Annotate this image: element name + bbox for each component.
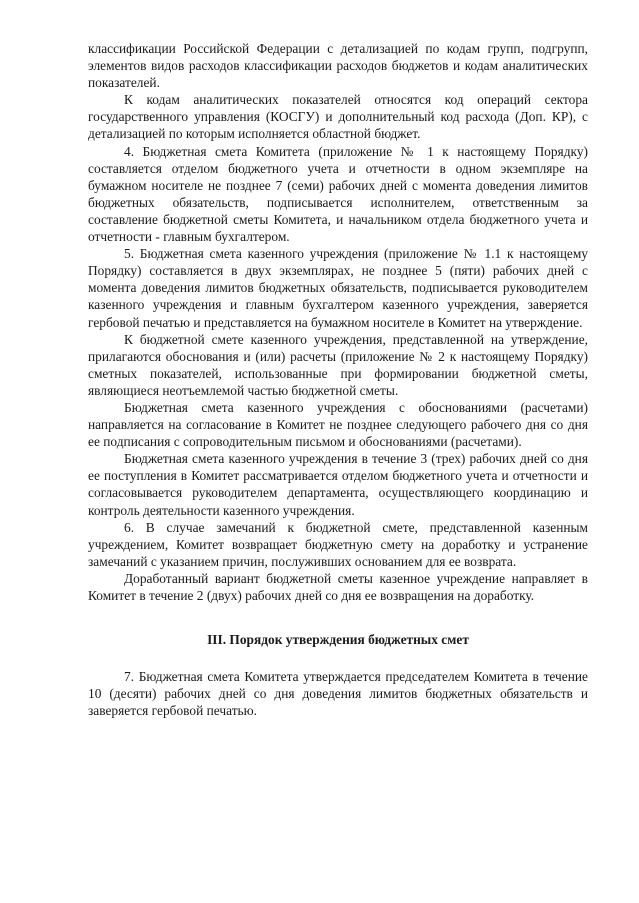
paragraph-review-period: Бюджетная смета казенного учреждения в течение 3 (трех) рабочих дней со дня ее поступления в Комитет рассматривается отделом бюджетного учета и отчетности и согласовывается руководителем департамента, осуществляющего координацию и контроль деятельности казенного учреждения. [88,451,588,518]
paragraph-revision: Доработанный вариант бюджетной сметы казенное учреждение направляет в Комитет в течение 2 (двух) рабочих дней со дня ее возвращения на доработку. [88,570,588,603]
section-title: III. Порядок утверждения бюджетных смет [207,632,469,648]
paragraph-item-5: 5. Бюджетная смета казенного учреждения (приложение № 1.1 к настоящему Порядку) составляется в двух экземплярах, не позднее 5 (пяти) рабочих дней с момента доведения лимитов бюджетных обязательств, подписывается руководителем казенного учреждения и главным бухгалтером казенного учреждения, заверяется гербовой печатью и представляется на бумажном носителе в Комитет на утверждение. [88,246,588,330]
paragraph-item-4: 4. Бюджетная смета Комитета (приложение № 1 к настоящему Порядку) составляется отделом бюджетного учета и отчетности в одном экземпляре на бумажном носителе не позднее 7 (семи) рабочих дней с момента доведения лимитов бюджетных обязательств, подписывается исполнителем, ответственным за составление бюджетной сметы Комитета, и начальником отдела бюджетного учета и отчетности - главным бухгалтером. [88,143,588,245]
paragraph-item-7: 7. Бюджетная смета Комитета утверждается председателем Комитета в течение 10 (десяти) рабочих дней со дня доведения лимитов бюджетных обязательств и заверяется гербовой печатью. [88,669,588,719]
paragraph-approval-submission: Бюджетная смета казенного учреждения с обоснованиями (расчетами) направляется на согласование в Комитет не позднее следующего рабочего дня со дня ее подписания с сопроводительным письмом и обоснованиями (расчетами). [88,399,588,450]
paragraph-item-6: 6. В случае замечаний к бюджетной смете, представленной казенным учреждением, Комитет возвращает бюджетную смету на доработку и устранение замечаний с указанием причин, послуживших основанием для ее возврата. [88,519,588,569]
paragraph-analytic-codes: К кодам аналитических показателей относятся код операций сектора государственного управления (КОСГУ) и дополнительный код расхода (Доп. КР), с детализацией по которым исполняется областной бюджет. [88,92,588,142]
paragraph-classification-continuation: классификации Российской Федерации с детализацией по кодам групп, подгрупп, элементов видов расходов классификации расходов бюджетов и кодам аналитических показателей. [88,41,588,91]
document-page [88,40,588,719]
paragraph-attachments: К бюджетной смете казенного учреждения, представленной на утверждение, прилагаются обоснования и (или) расчеты (приложение № 2 к настоящему Порядку) сметных показателей, использованные при формировании бюджетной сметы, являющиеся неотъемлемой частью бюджетной сметы. [88,331,588,398]
